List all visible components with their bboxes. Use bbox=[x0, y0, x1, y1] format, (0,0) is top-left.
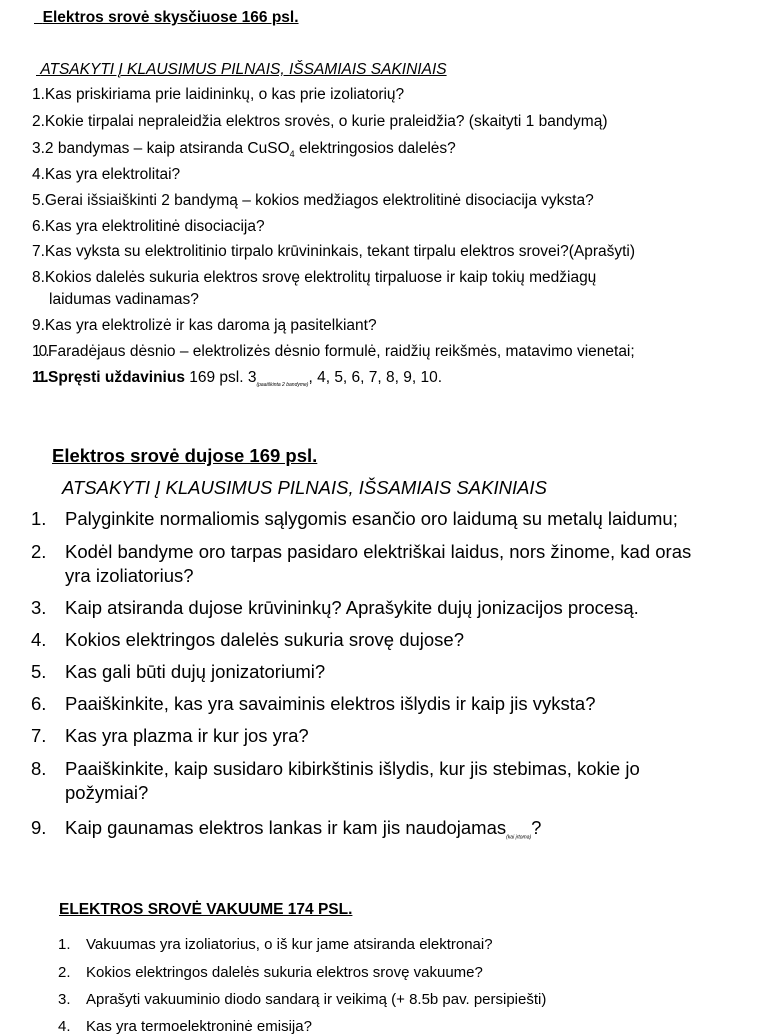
question-text: yra izoliatorius? bbox=[65, 565, 194, 586]
section2-question bbox=[31, 508, 678, 530]
section3-question bbox=[58, 1018, 312, 1035]
section1-question-3: 3.2 bandymas – kaip atsiranda CuSO$_4$ elektringosios dalelės? bbox=[32, 140, 456, 160]
question-text: Kas yra termoelektroninė emisija? bbox=[86, 1018, 312, 1035]
question-number: 6. bbox=[31, 693, 47, 714]
question-text: Kokios elektringos dalelės sukuria elektros srovę vakuume? bbox=[86, 964, 483, 981]
section1-question-11: 11.Spręsti uždavinius 169 psl. $3_{(paaiškinta 2 bandyme)}$, 4, 5, 6, 7, 8, 9, 10. bbox=[32, 369, 443, 389]
section1-question-10: 10.Faradėjaus dėsnio – elektrolizės dėsnio formulė, raidžių reikšmės, matavimo vienetai; bbox=[32, 343, 635, 360]
section1-question-8-cont: laidumas vadinamas? bbox=[49, 291, 199, 308]
section2-question bbox=[31, 629, 464, 651]
question-text: Palyginkite normaliomis sąlygomis esančio oro laidumą su metalų laidumu; bbox=[65, 508, 678, 529]
question-number: 3. bbox=[58, 991, 71, 1008]
section1-question-7: 7.Kas vyksta su elektrolitinio tirpalo krūvininkais, tekant tirpalu elektros srovei?(Aprašyti) bbox=[32, 243, 636, 260]
section3-question bbox=[58, 964, 483, 981]
question-text: požymiai? bbox=[65, 782, 149, 803]
section1-question-9: 9.Kas yra elektrolizė ir kas daroma ją pasitelkiant? bbox=[32, 317, 377, 334]
section2-question bbox=[31, 725, 309, 747]
question-text: Vakuumas yra izoliatorius, o iš kur jame atsiranda elektronai? bbox=[86, 936, 493, 953]
section1-question-4: 4.Kas yra elektrolitai? bbox=[32, 166, 181, 183]
question-text: Kas gali būti dujų jonizatoriumi? bbox=[65, 661, 326, 682]
section1-question-5: 5.Gerai išsiaiškinti 2 bandymą – kokios medžiagos elektrolitinė disociacija vyksta? bbox=[32, 192, 594, 209]
section1-question-2: 2.Kokie tirpalai nepraleidžia elektros srovės, o kurie praleidžia? (skaityti 1 bandymą) bbox=[32, 113, 608, 130]
question-text: Kokios elektringos dalelės sukuria srovę dujose? bbox=[65, 629, 464, 650]
section2-question bbox=[31, 693, 596, 715]
section1-question-1: 1.Kas priskiriama prie laidininkų, o kas prie izoliatorių? bbox=[32, 86, 405, 103]
question-text: Aprašyti vakuuminio diodo sandarą ir veikimą (+ 8.5b pav. persipiešti) bbox=[86, 991, 547, 1008]
question-number: 4. bbox=[31, 629, 47, 650]
question-number: 4. bbox=[58, 1018, 71, 1035]
section2-question-9: 9. Kaip gaunamas elektros lankas ir kam jis naudojamas$_{(kai įrtoma)}$? bbox=[31, 817, 542, 841]
question-number: 1. bbox=[31, 508, 47, 529]
question-text: Paaiškinkite, kaip susidaro kibirkštinis išlydis, kur jis stebimas, kokie jo bbox=[65, 758, 640, 779]
section2-question bbox=[31, 597, 639, 619]
question-number: 2. bbox=[31, 541, 47, 562]
question-text: Kaip atsiranda dujose krūvininkų? Aprašykite dujų jonizacijos procesą. bbox=[65, 597, 639, 618]
section1-title: Elektros srovė skysčiuose 166 psl. bbox=[42, 9, 299, 26]
question-number: 5. bbox=[31, 661, 47, 682]
question-number: 8. bbox=[31, 758, 47, 779]
section2-instruction: ATSAKYTI Į KLAUSIMUS PILNAIS, IŠSAMIAIS SAKINIAIS bbox=[62, 477, 547, 498]
section2-question bbox=[31, 541, 691, 563]
section3-question bbox=[58, 936, 493, 953]
question-number: 2. bbox=[58, 964, 71, 981]
section1-question-8: 8.Kokios dalelės sukuria elektros srovę elektrolitų tirpaluose ir kaip tokių medžiagų bbox=[32, 269, 597, 286]
question-text: Kas yra plazma ir kur jos yra? bbox=[65, 725, 309, 746]
section2-question bbox=[31, 661, 325, 683]
section2-title: Elektros srovė dujose 169 psl. bbox=[52, 445, 318, 466]
question-text: Paaiškinkite, kas yra savaiminis elektros išlydis ir kaip jis vyksta? bbox=[65, 693, 596, 714]
question-text: Kodėl bandyme oro tarpas pasidaro elektriškai laidus, nors žinome, kad oras bbox=[65, 541, 692, 562]
section3-question bbox=[58, 991, 546, 1008]
question-number: 3. bbox=[31, 597, 47, 618]
section3-title: ELEKTROS SROVĖ VAKUUME 174 PSL. bbox=[59, 901, 353, 918]
question-number: 1. bbox=[58, 936, 71, 953]
section1-instruction: ATSAKYTI Į KLAUSIMUS PILNAIS, IŠSAMIAIS SAKINIAIS bbox=[40, 61, 447, 78]
section2-question bbox=[31, 565, 194, 587]
question-number: 7. bbox=[31, 725, 47, 746]
section2-question bbox=[31, 758, 640, 780]
section2-question bbox=[31, 782, 148, 804]
section1-question-6: 6.Kas yra elektrolitinė disociacija? bbox=[32, 218, 265, 235]
